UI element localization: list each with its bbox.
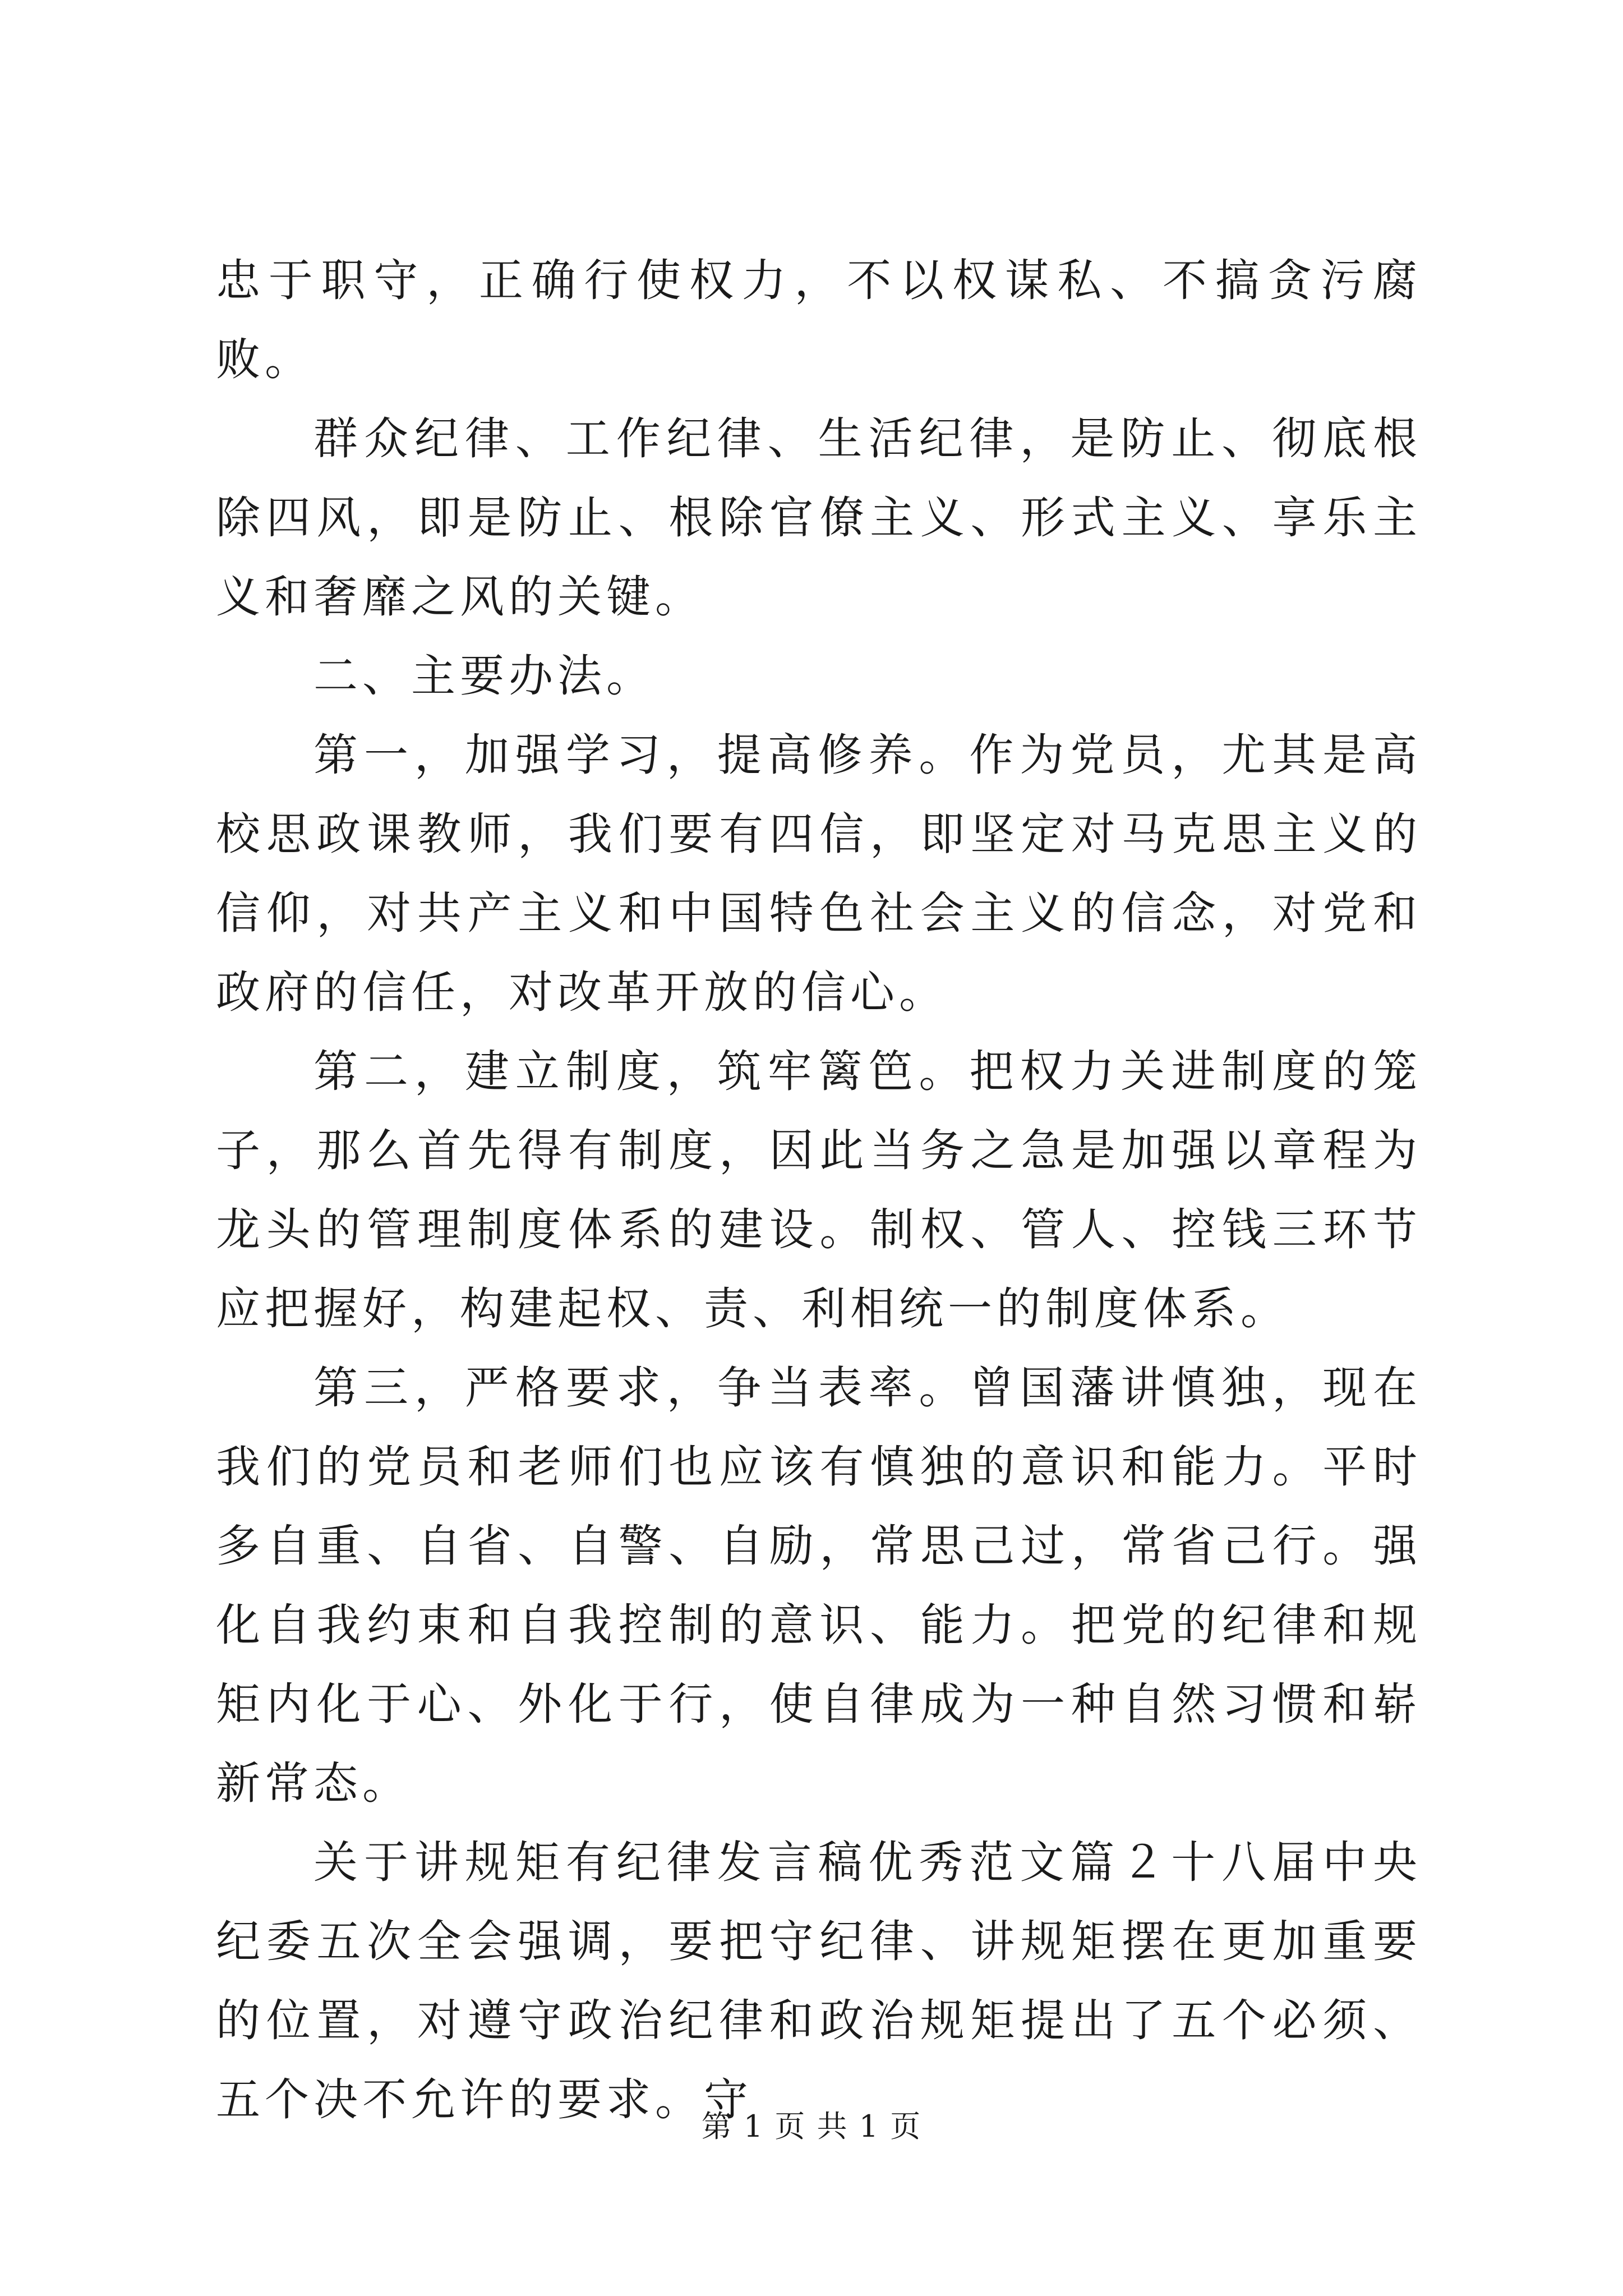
page-footer: 第 1 页 共 1 页 (701, 2109, 922, 2144)
paragraph-2: 群众纪律、工作纪律、生活纪律，是防止、彻底根除四风，即是防止、根除官僚主义、形式主义、享乐主义和奢靡之风的关键。 (216, 413, 1422, 623)
paragraph-6: 第三，严格要求，争当表率。曾国藩讲慎独，现在我们的党员和老师们也应该有慎独的意识和能力。平时多自重、自省、自警、自励，常思己过，常省己行。强化自我约束和自我控制的意识、能力。把党的纪律和规矩内化于心、外化于行，使自律成为一种自然习惯和崭新常态。 (216, 1362, 1422, 1809)
paragraph-5: 第二，建立制度，筑牢篱笆。把权力关进制度的笼子，那么首先得有制度，因此当务之急是加强以章程为龙头的管理制度体系的建设。制权、管人、控钱三环节应把握好，构建起权、责、利相统一的制度体系。 (216, 1046, 1422, 1335)
section-heading: 二、主要办法。 (313, 650, 655, 702)
paragraph-1: 忠于职守，正确行使权力，不以权谋私、不搞贪污腐败。 (216, 255, 1422, 385)
paragraph-4: 第一，加强学习，提高修养。作为党员，尤其是高校思政课教师，我们要有四信，即坚定对马克思主义的信仰，对共产主义和中国特色社会主义的信念，对党和政府的信任，对改革开放的信心。 (216, 729, 1422, 1018)
document-body (216, 241, 1422, 2139)
paragraph-7: 关于讲规矩有纪律发言稿优秀范文篇２十八届中央纪委五次全会强调，要把守纪律、讲规矩摆在更加重要的位置，对遵守政治纪律和政治规矩提出了五个必须、五个决不允许的要求。守 (216, 1837, 1422, 2125)
